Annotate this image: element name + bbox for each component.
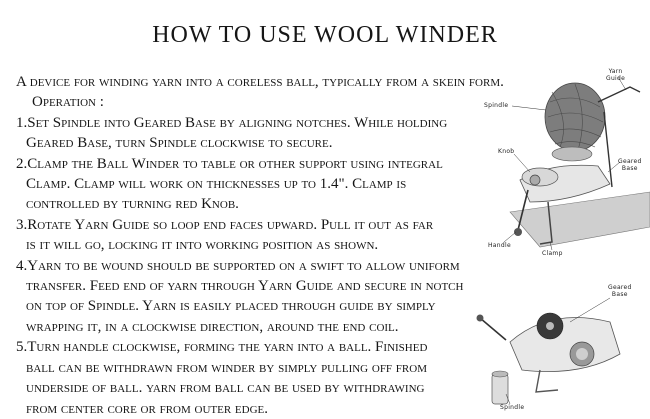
label-knob: Knob [498,148,515,155]
winder-parts-illustration [470,282,650,413]
step-5-line: from center core or from outer edge. [26,400,268,417]
page-title: HOW TO USE WOOL WINDER [152,22,498,48]
step-5-line: 5.Turn handle clockwise, forming the yarn into a ball. Finished [16,339,428,356]
label-spindle: Spindle [484,102,509,109]
winder-photo-parts [470,282,650,413]
label-yarn-guide [606,68,625,82]
winder-photo-assembled [480,62,650,262]
step-2-line: controlled by turning red Knob. [26,196,239,213]
label-text: Base [621,165,638,172]
step-4-line: 4.Yarn to be wound should be supported on a swift to allow uniform [16,257,460,274]
step-1-line: 1.Set Spindle into Geared Base by aligning notches. While holding [16,114,448,131]
label-text: Guide [606,75,626,82]
label-text: Yarn [608,68,623,75]
step-5-line: underside of ball. yarn from ball can be used by withdrawing [26,380,425,397]
step-4-line: wrapping it, in a clockwise direction, around the end coil. [26,318,399,335]
step-3-line: 3.Rotate Yarn Guide so loop end faces upward. Pull it out as far [16,216,434,233]
instructions-body [16,72,504,419]
step-4-line: on top of Spindle. Yarn is easily placed through guide by simply [26,298,436,315]
step-2-line: Clamp. Clamp will work on thicknesses up to 1.4". Clamp is [26,176,407,193]
step-4-line: transfer. Feed end of yarn through Yarn Guide and secure in notch [26,278,464,295]
label-geared-base [618,158,642,172]
label-clamp: Clamp [542,250,563,257]
intro-line: A device for winding yarn into a coreless ball, typically from a skein form. [16,74,504,90]
label-text: Geared [618,158,642,165]
label-spindle: Spindle [500,404,525,411]
step-1-line: Geared Base, turn Spindle clockwise to secure. [26,135,333,152]
label-geared-base [608,284,632,298]
label-text: Base [611,291,628,298]
step-2-line: 2.Clamp the Ball Winder to table or other support using integral [16,155,443,172]
label-handle: Handle [488,242,511,249]
label-text: Geared [608,284,632,291]
operation-heading: Operation : [32,94,104,111]
step-5-line: ball can be withdrawn from winder by simply pulling off from [26,359,427,376]
step-3-line: is it will go, locking it into working position as shown. [26,237,379,254]
